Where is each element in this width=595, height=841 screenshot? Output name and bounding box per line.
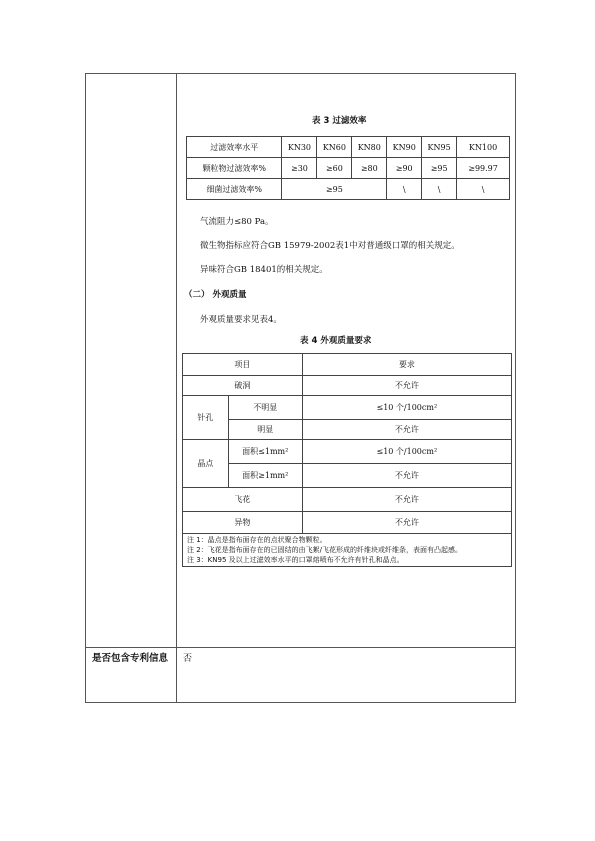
pinhole-label: 针孔 — [183, 396, 229, 440]
header-kn60: KN60 — [317, 137, 352, 158]
particle-kn100: ≥99.97 — [457, 158, 510, 179]
bacteria-kn100: \ — [457, 179, 510, 200]
appearance-table — [182, 353, 512, 567]
note-2: 注 2：飞花是指布面存在的已固结的由飞絮/飞花形成的纤维块或纤维条，表面有凸起感。 — [187, 546, 463, 554]
table3-caption: 表 3 过滤效率 — [312, 116, 367, 126]
section-appearance: （二） 外观质量 — [184, 290, 247, 300]
hole-label: 破洞 — [183, 376, 303, 396]
hole-req: 不允许 — [302, 376, 511, 396]
particle-label: 颗粒物过滤效率% — [187, 158, 282, 179]
crystal-large-req: 不允许 — [302, 464, 511, 488]
pinhole-not-obvious: 不明显 — [228, 396, 302, 420]
bacteria-kn90: \ — [387, 179, 422, 200]
crystal-label: 晶点 — [183, 440, 229, 488]
header-kn30: KN30 — [282, 137, 317, 158]
foreign-label: 异物 — [183, 512, 303, 534]
form-table — [85, 73, 516, 703]
note-1: 注 1：晶点是指布面存在的点状聚合物颗粒。 — [187, 536, 327, 544]
table4-notes — [183, 534, 512, 567]
bacteria-value: ≥95 — [282, 179, 387, 200]
crystal-small-area: 面积≤1mm² — [228, 440, 302, 464]
particle-kn80: ≥80 — [352, 158, 387, 179]
pinhole-obvious-req: 不允许 — [302, 420, 511, 440]
particle-kn90: ≥90 — [387, 158, 422, 179]
header-kn100: KN100 — [457, 137, 510, 158]
row-divider — [86, 647, 515, 648]
particle-kn60: ≥60 — [317, 158, 352, 179]
header-kn80: KN80 — [352, 137, 387, 158]
header-kn95: KN95 — [422, 137, 457, 158]
col-item-header: 项目 — [183, 354, 303, 376]
col-req-header: 要求 — [302, 354, 511, 376]
microbial-text: 微生物指标应符合GB 15979-2002表1中对普通级口罩的相关规定。 — [200, 241, 460, 251]
particle-kn30: ≥30 — [282, 158, 317, 179]
bacteria-label: 细菌过滤效率% — [187, 179, 282, 200]
patent-info-label: 是否包含专利信息 — [92, 653, 169, 664]
fly-req: 不允许 — [302, 488, 511, 512]
foreign-req: 不允许 — [302, 512, 511, 534]
odor-text: 异味符合GB 18401的相关规定。 — [200, 265, 328, 275]
header-kn90: KN90 — [387, 137, 422, 158]
note-3: 注 3：KN95 及以上过滤效率水平的口罩熔喷布不允许有针孔和晶点。 — [187, 556, 404, 564]
patent-info-value: 否 — [183, 654, 193, 664]
pinhole-not-obvious-req: ≤10 个/100cm² — [302, 396, 511, 420]
pinhole-obvious: 明显 — [228, 420, 302, 440]
bacteria-kn95: \ — [422, 179, 457, 200]
crystal-large-area: 面积≥1mm² — [228, 464, 302, 488]
filter-efficiency-table — [186, 136, 510, 200]
column-divider — [176, 74, 177, 702]
particle-kn95: ≥95 — [422, 158, 457, 179]
appearance-ref-text: 外观质量要求见表4。 — [200, 315, 282, 325]
fly-label: 飞花 — [183, 488, 303, 512]
airflow-text: 气流阻力≤80 Pa。 — [200, 217, 274, 227]
crystal-small-req: ≤10 个/100cm² — [302, 440, 511, 464]
header-level: 过滤效率水平 — [187, 137, 282, 158]
table4-caption: 表 4 外观质量要求 — [300, 336, 372, 346]
